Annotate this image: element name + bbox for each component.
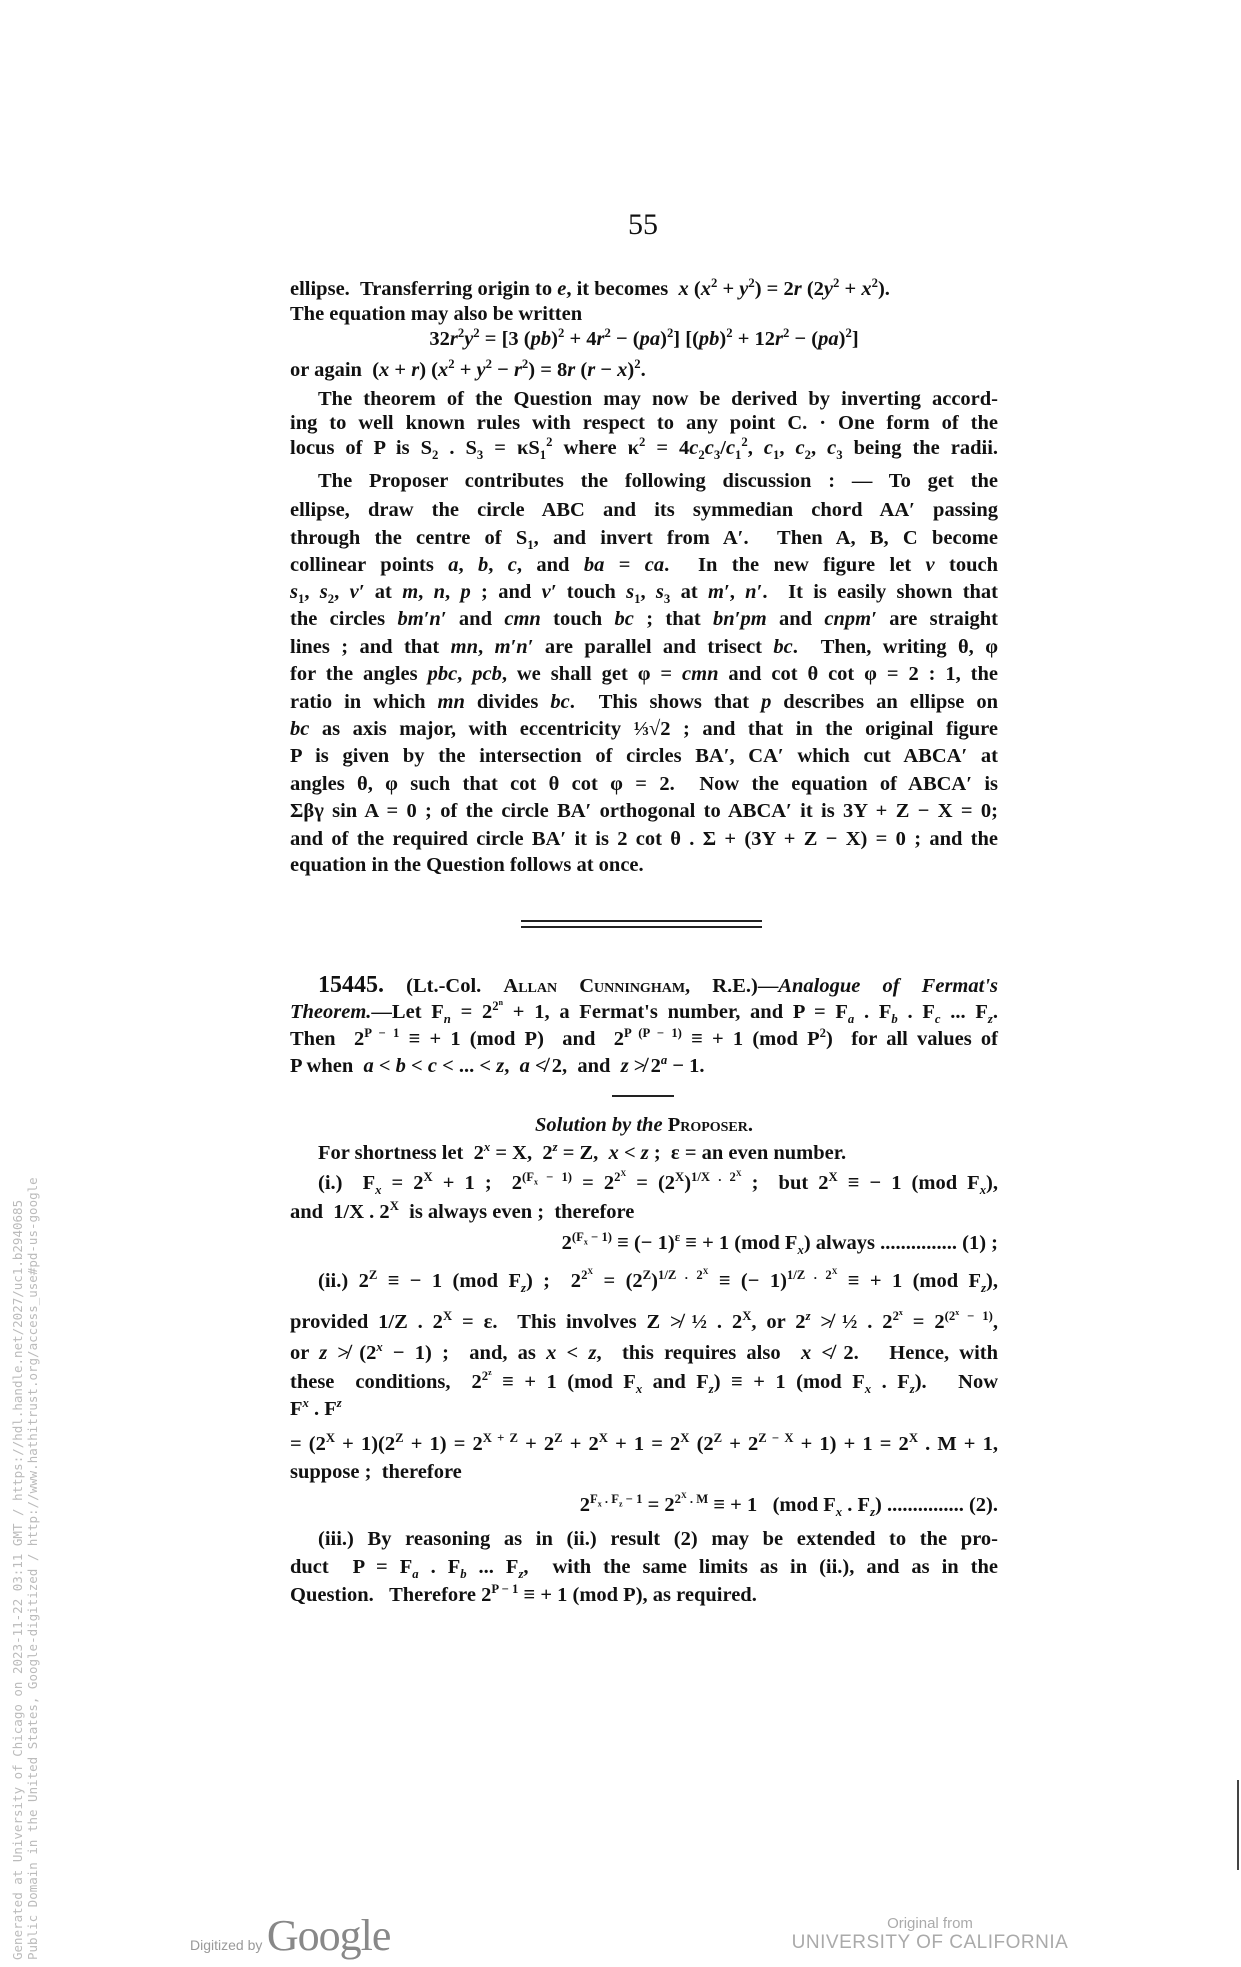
scan-edge-mark: [1237, 1780, 1239, 1870]
watermark-line: Public Domain in the United States, Google-digitized / http://www.hathitrust.org/access_use#pd-us-google: [25, 1177, 40, 1960]
text-line: ratio in which mn divides bc. This shows that p describes an ellipse on: [290, 691, 999, 713]
watermark-line: Generated at University of Chicago on 2023-11-22 03:11 GMT / https://hdl.handle.net/2027/uc1.b2940685: [10, 1199, 25, 1960]
solution-line: these conditions, $2^{2^z}$ ≡ + 1 (mod $F_x$ and $F_z$) ≡ + 1 (mod $F_x$ . $F_z$). Now: [290, 1367, 999, 1397]
solution-line: duct $P = F_a$ . $F_b$ ... $F_z$, with the same limits as in (ii.), and as in the: [290, 1556, 999, 1582]
equation: $32r^2y^2 = [3$ $(pb)^2 + 4r^2 - (pa)^2$] $[(pb)^2 + 12r^2 - (pa)^2]$: [429, 326, 859, 350]
digitized-by-label: Digitized by: [190, 1937, 263, 1953]
original-from-label: Original from: [887, 1915, 973, 1932]
text-line: the circles bm′n′ and cmn touch bc ; that bn′pm and cnpm′ are straight: [290, 608, 998, 630]
question-header: [290, 972, 998, 1000]
solution-line: (i.) $F_x = 2^X + 1$ ; $2^{(F_x - 1)} = 2^{2^X} = (2^X)^{1/X . 2^X}$ ; but $2^X$ ≡ − 1 (mod $F_x$),: [318, 1168, 998, 1198]
original-source: [770, 1915, 1090, 1954]
text-line: Σβγ sin A = 0 ; of the circle BA′ orthogonal to ABCA′ it is 3Y + Z − X = 0;: [290, 800, 998, 822]
text-line: ellipse. Transferring origin to e, it becomes x $(x^2 + y^2) = 2r$ $(2y^2 + x^2)$.: [290, 276, 890, 300]
question-line: Theorem.—Let $F_n = 2^{2^n} + 1$, a Fermat's number, and $P = F_a$ . $F_b$ . $F_c$ ... $F_z$.: [290, 997, 998, 1027]
equation-1: $2^{(F_x - 1)}$ ≡ (− 1)$^\varepsilon$ ≡ + 1 (mod $F_x$) always ............... (1) ;: [561, 1230, 998, 1258]
question-line: Then $2^{P - 1}$ ≡ + 1 (mod P) and $2^{P (P - 1)}$ ≡ + 1 (mod $P^2$) for all values of: [290, 1026, 998, 1050]
solution-line: = $(2^X + 1)(2^Z + 1) = 2^{X + Z} + 2^Z + 2^X + 1 = 2^X$ $(2^Z + 2^{Z - X} + 1) + 1 = 2^X$ . M + 1,: [290, 1431, 998, 1455]
google-digitized-logo: [190, 1910, 390, 1961]
solution-line: Question. Therefore $2^{P - 1}$ ≡ + 1 (mod P), as required.: [290, 1582, 757, 1606]
solution-line: (ii.) $2^Z$ ≡ − 1 (mod $F_z$) ; $2^{2^X} = (2^Z)^{1/Z . 2^X}$ ≡ (− 1)$^{1/Z . 2^X}$ ≡ + 1 (mod $F_z$),: [318, 1266, 998, 1296]
question-author-title: (Lt.-Col. Allan Cunningham, R.E.)—Analogue of Fermat's: [406, 975, 998, 997]
text-line: ellipse, draw the circle ABC and its symmedian chord AA′ passing: [290, 499, 998, 521]
text-line: collinear points a, b, c, and ba = ca. In the new figure let v touch: [290, 554, 999, 576]
question-line: P when a < b < c < ... < z, a ≮ 2, and z ≯ $2^a - 1$.: [290, 1053, 705, 1077]
solution-line: or z ≯ $(2^x - 1)$ ; and, as x < z, this requires also x ≮ 2. Hence, with: [290, 1340, 998, 1364]
solution-heading: Solution by the Proposer.: [534, 1114, 754, 1136]
equation-line: or again (x + r) $(x^2 + y^2 - r^2) = 8r$ $(r - x)^2$.: [290, 357, 646, 381]
text-line: and of the required circle BA′ it is 2 cot θ . Σ + (3Y + Z − X) = 0 ; and the: [290, 828, 998, 850]
page-number: 55: [628, 208, 658, 241]
text-line: $s_1$, $s_2$, v′ at m, n, p ; and v′ touch $s_1$, $s_3$ at m′, n′. It is easily shown that: [290, 581, 999, 607]
solution-line: For shortness let $2^x = X$, $2^z = Z$, x < z ; ε = an even number.: [318, 1140, 847, 1164]
question-number: 15445.: [318, 972, 384, 998]
text-line: through the centre of $S_1$, and invert from A′. Then A, B, C become: [290, 527, 998, 553]
text-line: equation in the Question follows at once.: [290, 854, 644, 876]
text-line: ing to well known rules with respect to any point C. · One form of the: [290, 412, 998, 434]
solution-line: suppose ; therefore: [290, 1461, 462, 1483]
section-divider: [521, 926, 762, 928]
text-line: angles θ, φ such that cot θ cot φ = 2. Now the equation of ABCA′ is: [290, 773, 998, 795]
solution-line: $F^x$ . $F^z$: [290, 1396, 342, 1420]
text-line: The equation may also be written: [290, 303, 583, 325]
institution-name: UNIVERSITY OF CALIFORNIA: [791, 1932, 1069, 1953]
text-line: for the angles pbc, pcb, we shall get φ = cmn and cot θ cot φ = 2 : 1, the: [290, 663, 999, 685]
section-divider: [521, 920, 762, 922]
text-line: bc as axis major, with eccentricity ⅓√2 ; and that in the original figure: [290, 718, 998, 740]
hathitrust-watermark: [10, 1177, 40, 1960]
google-wordmark: Google: [266, 1911, 391, 1960]
solution-line: (iii.) By reasoning as in (ii.) result (2) may be extended to the pro-: [318, 1528, 998, 1550]
text-line: lines ; and that mn, m′n′ are parallel and trisect bc. Then, writing θ, φ: [290, 636, 998, 658]
text-line: The theorem of the Question may now be derived by inverting accord-: [318, 388, 998, 410]
solution-line: and 1/X . $2^X$ is always even ; therefore: [290, 1199, 635, 1223]
solution-line: provided 1/Z . $2^X = \varepsilon$. This involves Z ≯ ½ . $2^X$, or 2$^z$ ≯ ½ . $2^{2^x} = 2^{(2^x - 1)}$,: [290, 1307, 998, 1333]
text-line: locus of P is $S_2$ . $S_3 = \kappa S_1^2$ where $\kappa^2 = 4c_2c_3/c_1^2$, $c_1$, $c_2$, $c_3$ being the radii.: [290, 435, 999, 463]
text-line: P is given by the intersection of circles BA′, CA′ which cut ABCA′ at: [290, 745, 998, 767]
short-divider: [612, 1095, 674, 1097]
text-line: The Proposer contributes the following discussion : — To get the: [318, 470, 998, 492]
equation-2: $2^{F_x . F_z - 1} = 2^{2^X . M}$ ≡ + 1 (mod $F_x$ . $F_z$) ............... (2).: [579, 1490, 998, 1520]
